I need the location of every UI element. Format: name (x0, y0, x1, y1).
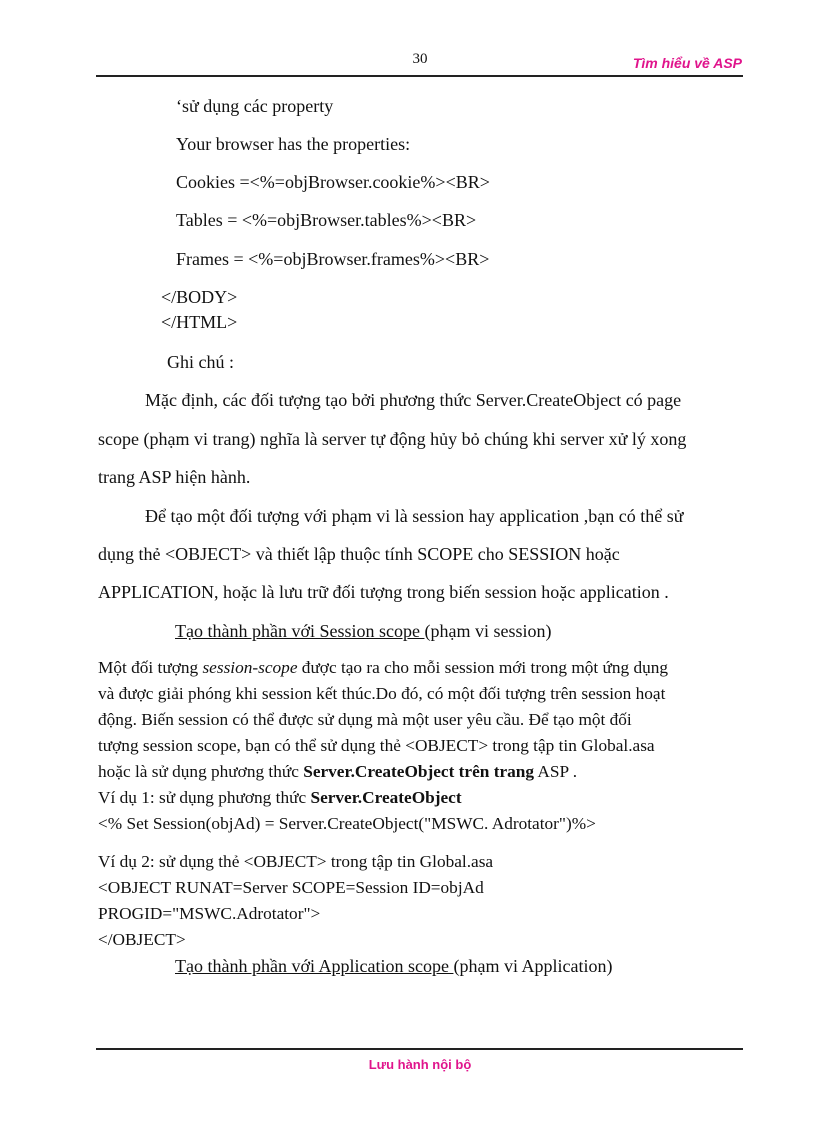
example1-bold: Server.CreateObject (310, 788, 462, 807)
session-line5 (98, 762, 577, 782)
session-line1-pre: Một đối tượng (98, 658, 203, 677)
footer-rule (96, 1048, 743, 1050)
note-p2-line2: dụng thẻ <OBJECT> và thiết lập thuộc tính SCOPE cho SESSION hoặc (98, 544, 620, 564)
code-html-close: </HTML> (161, 312, 238, 332)
note-label: Ghi chú : (167, 352, 234, 372)
note-p2-line3: APPLICATION, hoặc là lưu trữ đối tượng trong biến session hoặc application . (98, 582, 669, 602)
session-line4: tượng session scope, bạn có thể sử dụng thẻ <OBJECT> trong tập tin Global.asa (98, 736, 655, 755)
header-rule (96, 75, 743, 77)
example1-pre: Ví dụ 1: sử dụng phương thức (98, 788, 311, 807)
session-line5-post: ASP . (534, 762, 578, 781)
session-line1 (98, 658, 668, 678)
session-scope-heading (175, 621, 551, 642)
page-number: 30 (412, 51, 428, 67)
application-heading-underlined: Tạo thành phần với Application scope (175, 956, 454, 976)
application-heading-rest: (phạm vi Application) (453, 956, 613, 976)
session-heading-underlined: Tạo thành phần với Session scope (175, 621, 425, 641)
example2-code-line1: <OBJECT RUNAT=Server SCOPE=Session ID=objAd (98, 878, 484, 897)
session-line1-post: được tạo ra cho mỗi session mới trong một ứng dụng (297, 658, 669, 677)
note-p1-line3: trang ASP hiện hành. (98, 467, 251, 487)
example2-label: Ví dụ 2: sử dụng thẻ <OBJECT> trong tập tin Global.asa (98, 852, 494, 871)
application-scope-heading (175, 956, 612, 977)
session-line5-pre: hoặc là sử dụng phương thức (98, 762, 304, 781)
code-tables-line: Tables = <%=objBrowser.tables%><BR> (176, 210, 477, 230)
note-p1-line2: scope (phạm vi trang) nghĩa là server tự động hủy bỏ chúng khi server xử lý xong (98, 429, 687, 449)
code-intro-line: Your browser has the properties: (176, 134, 411, 154)
example1-code: <% Set Session(objAd) = Server.CreateObject("MSWC. Adrotator")%> (98, 814, 596, 833)
example2-code-line3: </OBJECT> (98, 930, 186, 949)
example1-label (98, 788, 462, 808)
example2-code-line2: PROGID="MSWC.Adrotator"> (98, 904, 321, 923)
footer-text: Lưu hành nội bộ (368, 1057, 472, 1072)
code-cookies-line: Cookies =<%=objBrowser.cookie%><BR> (176, 172, 490, 192)
session-heading-rest: (phạm vi session) (424, 621, 552, 641)
note-p2-line1: Để tạo một đối tượng với phạm vi là session hay application ,bạn có thể sử (145, 506, 684, 526)
code-frames-line: Frames = <%=objBrowser.frames%><BR> (176, 249, 490, 269)
note-p1-line1: Mặc định, các đối tượng tạo bởi phương thức Server.CreateObject có page (145, 390, 682, 410)
code-comment-line: ‘sử dụng các property (176, 96, 334, 116)
code-body-close: </BODY> (161, 287, 238, 307)
session-line2: và được giải phóng khi session kết thúc.Do đó, có một đối tượng trên session hoạt (98, 684, 666, 703)
session-scope-term: session-scope (202, 658, 298, 677)
session-line5-bold: Server.CreateObject trên trang (303, 762, 535, 781)
session-line3: động. Biến session có thể được sử dụng mà một user yêu cầu. Để tạo một đối (98, 710, 632, 729)
running-header-title: Tìm hiểu về ASP (632, 55, 742, 71)
